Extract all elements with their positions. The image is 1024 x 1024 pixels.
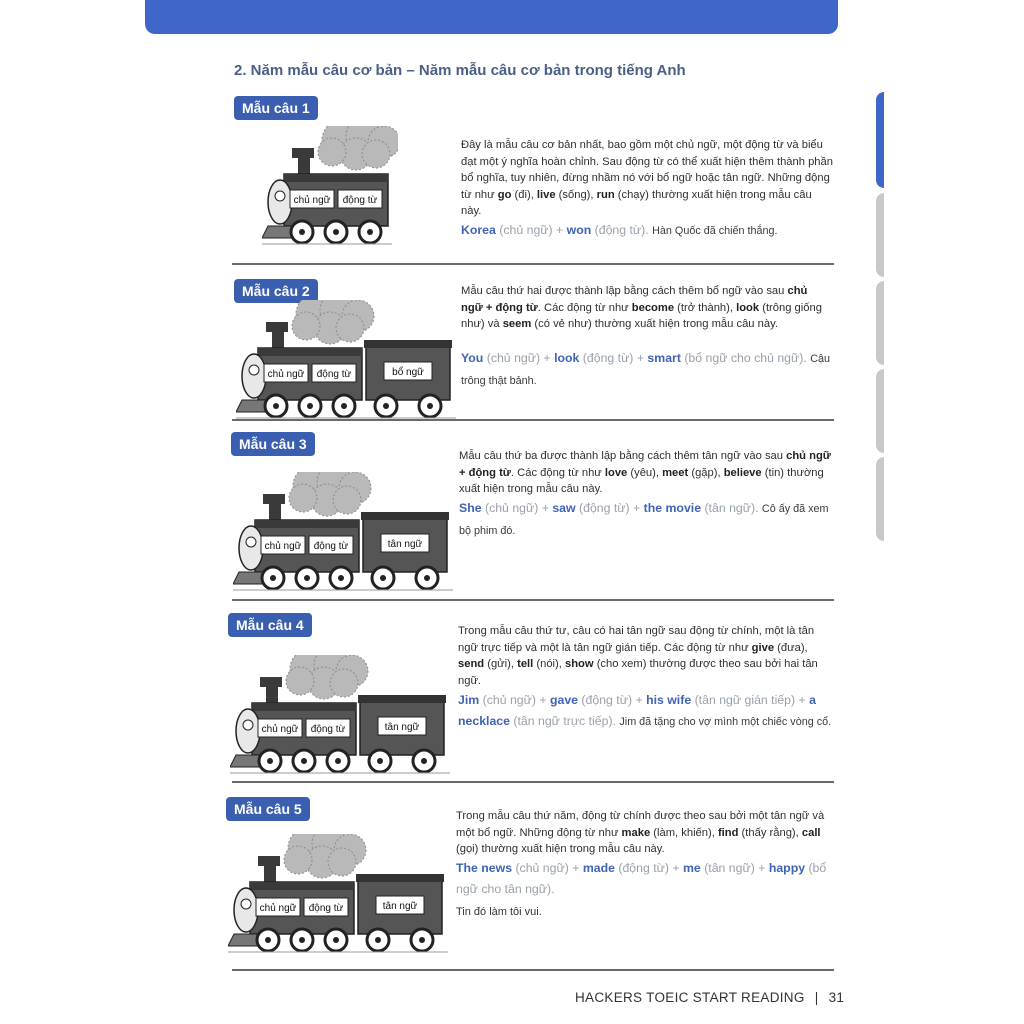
text-run: (động từ). — [591, 223, 653, 237]
bold-term: find — [717, 826, 739, 839]
example-keyword: Jim — [458, 693, 480, 707]
chimney-pipe — [298, 156, 310, 174]
word-label: chủ ngữ — [264, 541, 302, 552]
bold-term: meet — [662, 466, 689, 479]
bold-term: seem — [502, 318, 532, 330]
text-run: (bổ ngữ cho tân ngữ). — [456, 861, 827, 896]
headlight — [275, 191, 285, 201]
text-run: (gặp), — [688, 466, 724, 479]
chapter-tab — [876, 457, 884, 541]
example-keyword: won — [566, 223, 592, 237]
text-run: (chủ ngữ) + — [495, 223, 567, 237]
bold-term: believe — [723, 466, 762, 479]
chapter-tab — [876, 281, 884, 365]
pattern-description — [459, 448, 831, 498]
text-run: (gửi), — [484, 658, 518, 670]
section-divider — [232, 263, 834, 265]
text-run: (chạy) thường xuất hiện trong mẫu câu này. — [461, 188, 812, 217]
locomotive-roof — [250, 882, 354, 890]
text-run: (yêu), — [627, 466, 663, 479]
word-label: tân ngữ — [382, 901, 418, 912]
train-illustration — [262, 126, 398, 246]
text-run: (nói), — [533, 658, 565, 670]
locomotive-front — [242, 354, 266, 398]
word-label: động từ — [310, 724, 346, 735]
pattern-badge: Mẫu câu 4 — [228, 613, 312, 637]
bold-term: chủ ngữ + động từ — [459, 450, 831, 479]
example-keyword: You — [461, 351, 484, 365]
text-run: (sống), — [555, 188, 597, 201]
example-keyword: look — [554, 351, 580, 365]
example-translation: Cậu trông thật bảnh. — [461, 353, 830, 387]
bold-term: live — [536, 188, 556, 201]
word-label: động từ — [316, 369, 352, 380]
pattern-description — [456, 808, 832, 858]
bold-term: run — [596, 188, 615, 201]
text-run: (có vẻ như) thường xuất hiện trong mẫu câu này. — [531, 318, 778, 330]
word-label: động từ — [308, 903, 344, 914]
example-translation: Cô ấy đã xem bộ phim đó. — [459, 503, 829, 537]
locomotive-roof — [258, 348, 362, 356]
example-keyword: a necklace — [458, 693, 816, 728]
bold-term: give — [751, 641, 775, 654]
text-run: (động từ) + — [614, 861, 683, 875]
example-translation: Jim đã tặng cho vợ mình một chiếc vòng cổ. — [619, 716, 832, 728]
chapter-tab — [876, 193, 884, 277]
example-keyword: saw — [552, 501, 576, 515]
example-keyword: Korea — [461, 223, 496, 237]
text-run: (đưa), — [774, 641, 808, 654]
bold-term: tell — [517, 658, 534, 670]
text-run: (gọi) thường xuất hiện trong mẫu câu này. — [456, 843, 665, 855]
example-keyword: his wife — [646, 693, 692, 707]
text-run: (động từ) + — [579, 351, 648, 365]
word-label: chủ ngữ — [267, 369, 305, 380]
page-footer — [575, 990, 844, 1005]
text-run: (tân ngữ) + — [700, 861, 769, 875]
smoke-cloud — [292, 300, 374, 344]
text-run: Trong mẫu câu thứ tư, câu có hai tân ngữ sau động từ chính, một là tân ngữ trực tiếp và một là tân ngữ gián tiếp. Các động từ như — [458, 625, 815, 654]
pattern-badge: Mẫu câu 2 — [234, 279, 318, 303]
example-translation-line: Tin đó làm tôi vui. — [456, 906, 542, 918]
bold-term: call — [801, 826, 821, 839]
text-run: Mẫu câu thứ hai được thành lập bằng cách thêm bổ ngữ vào sau — [461, 285, 788, 297]
locomotive-front — [234, 888, 258, 932]
bold-term: chủ ngữ + động từ — [461, 285, 808, 314]
smoke-cloud — [289, 472, 371, 516]
bold-term: send — [458, 658, 485, 670]
text-run: (chủ ngữ) + — [483, 351, 555, 365]
text-run: . Các động từ như — [510, 466, 605, 479]
page-number: 31 — [828, 990, 845, 1005]
text-run: (làm, khiến), — [650, 826, 718, 839]
pattern-description — [461, 137, 833, 220]
pattern-example — [461, 220, 833, 242]
bold-term: show — [565, 658, 594, 670]
chimney-pipe — [266, 685, 278, 703]
pattern-badge: Mẫu câu 5 — [226, 797, 310, 821]
smoke-cloud — [286, 655, 368, 699]
example-keyword: happy — [768, 861, 806, 875]
pattern-badge: Mẫu câu 1 — [234, 96, 318, 120]
chimney-pipe — [269, 502, 281, 520]
book-title: HACKERS TOEIC START READING — [575, 990, 805, 1005]
pattern-badge: Mẫu câu 3 — [231, 432, 315, 456]
text-run: Trong mẫu câu thứ năm, động từ chính được theo sau bởi một tân ngữ và một bổ ngữ. Những động từ như — [456, 810, 825, 839]
bold-term: look — [736, 301, 760, 314]
chapter-tab-active — [876, 92, 884, 188]
locomotive-front — [239, 526, 263, 570]
text-run: (đi), — [511, 188, 537, 201]
example-keyword: made — [582, 861, 615, 875]
text-run: (tin) thường xuất hiện trong mẫu câu này. — [459, 466, 824, 495]
section-divider — [232, 969, 834, 971]
chimney-pipe — [264, 864, 276, 882]
word-label: tân ngữ — [384, 722, 420, 733]
headlight — [246, 537, 256, 547]
word-label: chủ ngữ — [261, 724, 299, 735]
section-divider — [232, 419, 834, 421]
text-run: (động từ) + — [578, 693, 647, 707]
smoke-cloud — [284, 834, 366, 878]
train-illustration — [230, 655, 450, 775]
text-run: Mẫu câu thứ ba được thành lập bằng cách thêm tân ngữ vào sau — [459, 450, 787, 462]
pattern-description — [461, 283, 829, 333]
text-run: (trở thành), — [674, 301, 737, 314]
train-illustration — [228, 834, 448, 954]
text-run: (tân ngữ trực tiếp). — [509, 714, 620, 728]
smoke-cloud — [318, 126, 398, 170]
bold-term: make — [621, 826, 651, 839]
chimney-pipe — [272, 330, 284, 348]
train-illustration — [233, 472, 453, 592]
top-color-band — [145, 0, 838, 34]
pattern-example — [461, 348, 833, 392]
pattern-example — [458, 690, 832, 733]
wagon-roof — [364, 340, 452, 348]
word-label: động từ — [342, 195, 378, 206]
example-keyword: the movie — [643, 501, 702, 515]
text-run: (bổ ngữ cho chủ ngữ). — [680, 351, 811, 365]
footer-separator: | — [814, 990, 819, 1005]
locomotive-roof — [255, 520, 359, 528]
section-divider — [232, 781, 834, 783]
text-run: (tân ngữ). — [701, 501, 762, 515]
example-keyword: gave — [549, 693, 579, 707]
text-run: (thấy rằng), — [738, 826, 802, 839]
example-keyword: smart — [647, 351, 681, 365]
text-run: (chủ ngữ) + — [479, 693, 550, 707]
bold-term: love — [604, 466, 628, 479]
section-divider — [232, 599, 834, 601]
train-illustration — [236, 300, 456, 420]
example-keyword: She — [459, 501, 482, 515]
word-label: bổ ngữ — [392, 367, 424, 378]
locomotive-roof — [284, 174, 388, 182]
headlight — [241, 899, 251, 909]
text-run: (động từ) + — [575, 501, 644, 515]
section-title: 2. Năm mẫu câu cơ bản – Năm mẫu câu cơ bản trong tiếng Anh — [234, 62, 686, 79]
text-run: Đây là mẫu câu cơ bản nhất, bao gồm một chủ ngữ, một động từ và biểu đạt một ý nghĩa hoàn chỉnh. Sau động từ có thể xuất hiện thêm thành phần bổ nghĩa, tuy nhiên, đừng nhầm nó với bổ ngữ hoặc tân ngữ. Những động từ như — [461, 139, 833, 201]
wagon-roof — [361, 512, 449, 520]
headlight — [249, 365, 259, 375]
text-run: (chủ ngữ) + — [481, 501, 553, 515]
locomotive-front — [268, 180, 292, 224]
text-run: (cho xem) thường được theo sau bởi hai tân ngữ. — [458, 658, 818, 687]
word-label: tân ngữ — [387, 539, 423, 550]
pattern-example — [456, 858, 834, 923]
headlight — [243, 720, 253, 730]
text-run: (tân ngữ gián tiếp) + — [691, 693, 810, 707]
word-label: chủ ngữ — [293, 195, 331, 206]
wagon-roof — [356, 874, 444, 882]
example-translation: Hàn Quốc đã chiến thắng. — [652, 225, 778, 237]
word-label: chủ ngữ — [259, 903, 297, 914]
locomotive-front — [236, 709, 260, 753]
example-keyword: me — [683, 861, 701, 875]
pattern-example — [459, 498, 833, 542]
text-run: (trông giống như) và — [461, 301, 822, 330]
example-keyword: The news — [456, 861, 513, 875]
bold-term: become — [631, 301, 675, 314]
text-run: (chủ ngữ) + — [512, 861, 583, 875]
word-label: động từ — [313, 541, 349, 552]
pattern-description — [458, 623, 832, 689]
text-run: . Các động từ như — [537, 301, 632, 314]
chapter-tab — [876, 369, 884, 453]
locomotive-roof — [252, 703, 356, 711]
bold-term: go — [497, 188, 512, 201]
wagon-roof — [358, 695, 446, 703]
